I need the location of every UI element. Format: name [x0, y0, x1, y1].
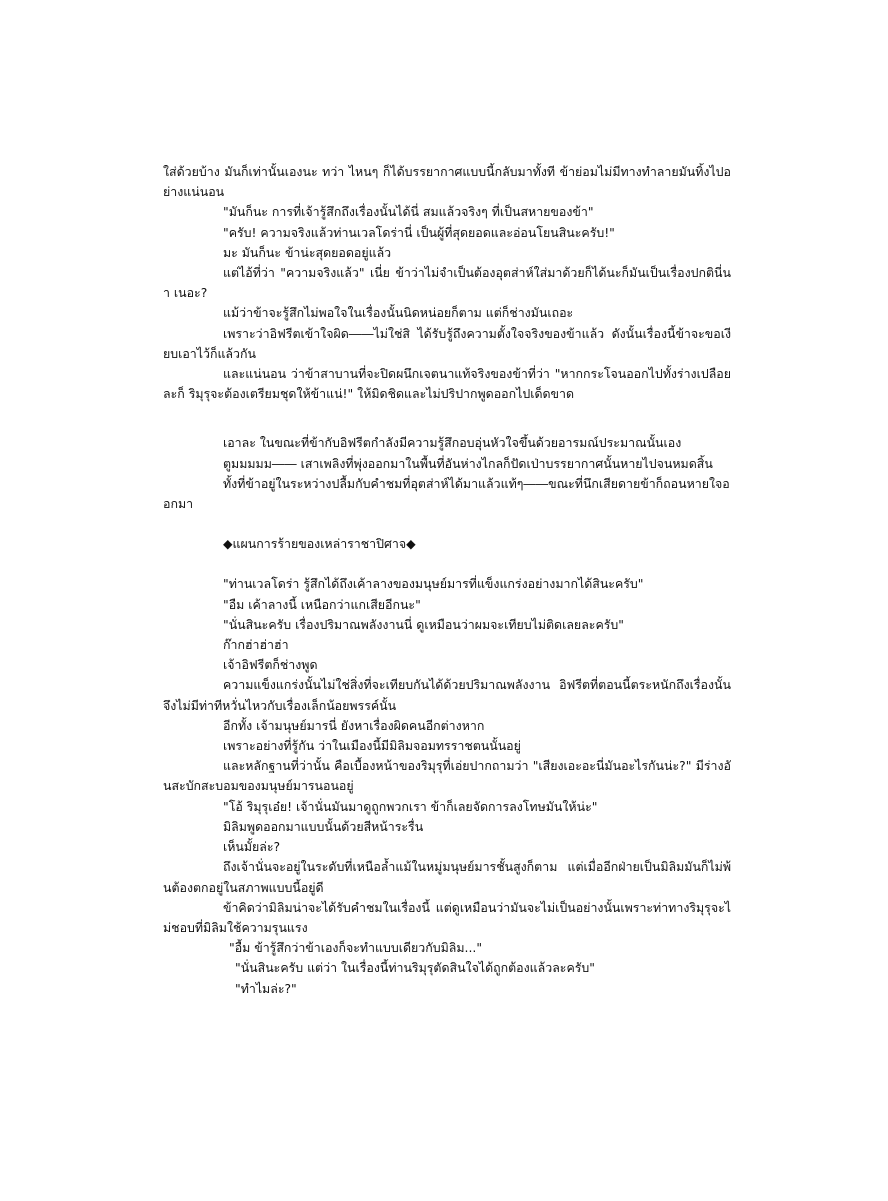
section-heading: ◆แผนการร้ายของเหล่าราชาปิศาจ◆ [223, 536, 416, 552]
paragraph: "มันก็นะ การที่เจ้ารู้สึกถึงเรื่องนั้นได้นี่ สมแล้วจริงๆ ที่เป็นสหายของข้า" [223, 204, 594, 220]
paragraph-spacer [163, 554, 731, 574]
paragraph: "นั่นสินะครับ แต่ว่า ในเรื่องนี้ท่านริมุรุตัดสินใจได้ถูกต้องแล้วละครับ" [235, 960, 595, 976]
paragraph: และแน่นอน ว่าข้าสาบานที่จะปิดผนึกเจตนาแท้จริงของข้าที่ว่า "หากกระโจนออกไปทั้งร่างเปลือยละก็ ริมุรุจะต้องเตรียมชุดให้ข้าแน่!" ให้มิดชิดและไม่ปริปากพูดออกไปเด็ดขาด [163, 366, 731, 402]
paragraph: มิลิมพูดออกมาแบบนั้นด้วยสีหน้าระรื่น [223, 818, 424, 834]
paragraph: เพราะอย่างที่รู้กัน ว่าในเมืองนี้มีมิลิมจอมทรราชตนนั้นอยู่ [223, 738, 521, 754]
paragraph: เอาละ ในขณะที่ข้ากับอิฟรีตกำลังมีความรู้สึกอบอุ่นหัวใจขึ้นด้วยอารมณ์ประมาณนั้นเอง [223, 435, 682, 451]
paragraph: ก๊ากฮ่าฮ่าฮ่า [223, 637, 289, 653]
paragraph: "นั่นสินะครับ เรื่องปริมาณพลังงานนี่ ดูเหมือนว่าผมจะเทียบไม่ติดเลยละครับ" [223, 616, 624, 632]
paragraph: อีกทั้ง เจ้ามนุษย์มารนี่ ยังหาเรื่องผิดคนอีกต่างหาก [223, 717, 485, 733]
paragraph: ตูมมมมม―― เสาเพลิงที่พุ่งออกมาในพื้นที่อันห่างไกลก็ปัดเป่าบรรยากาศนั้นหายไปจนหมดสิ้น [223, 455, 713, 471]
paragraph: และหลักฐานที่ว่านั้น คือเบื้องหน้าของริมุรุที่เอ่ยปากถามว่า "เสียงเอะอะนี่มันอะไรกันน่ะ?" มีร่างอันสะบักสะบอมของมนุษย์มารนอนอยู่ [163, 758, 731, 794]
paragraph: ถึงเจ้านั่นจะอยู่ในระดับที่เหนือล้ำแม้ในหมู่มนุษย์มารชั้นสูงก็ตาม แต่เมื่ออีกฝ่ายเป็นมิลิมมันก็ไม่พ้นต้องตกอยู่ในสภาพแบบนี้อยู่ดี [163, 859, 731, 895]
paragraph: มะ มันก็นะ ข้าน่ะสุดยอดอยู่แล้ว [223, 244, 392, 260]
paragraph: "ท่านเวลโดร่า รู้สึกได้ถึงเค้าลางของมนุษย์มารที่แข็งแกร่งอย่างมากได้สินะครับ" [223, 576, 644, 592]
paragraph-spacer [163, 514, 731, 534]
paragraph: ความแข็งแกร่งนั้นไม่ใช่สิ่งที่จะเทียบกันได้ด้วยปริมาณพลังงาน อิฟรีตที่ตอนนี้ตระหนักถึงเรื่องนั้นจึงไม่มีท่าทีหวั่นไหวกับเรื่องเล็กน้อยพรรค์นั้น [163, 677, 731, 713]
paragraph: แม้ว่าข้าจะรู้สึกไม่พอใจในเรื่องนั้นนิดหน่อยก็ตาม แต่ก็ช่างมันเถอะ [223, 305, 574, 321]
paragraph: แต่ไอ้ที่ว่า "ความจริงแล้ว" เนี่ย ข้าว่าไม่จำเป็นต้องอุตส่าห์ใส่มาด้วยก็ได้นะก็มันเป็นเรื่องปกตินี่นา เนอะ? [163, 265, 731, 301]
paragraph: เห็นมั้ยล่ะ? [223, 839, 281, 855]
paragraph: "โอ้ ริมุรุเอ๋ย! เจ้านั่นมันมาดูถูกพวกเรา ข้าก็เลยจัดการลงโทษมันให้น่ะ" [223, 798, 598, 814]
paragraph: ข้าคิดว่ามิลิมน่าจะได้รับคำชมในเรื่องนี้ แต่ดูเหมือนว่ามันจะไม่เป็นอย่างนั้นเพราะท่าทางริมุรุจะไม่ชอบที่มิลิมใช้ความรุนแรง [163, 899, 731, 935]
paragraph: ใส่ด้วยบ้าง มันก็เท่านั้นเองนะ ทว่า ไหนๆ ก็ได้บรรยากาศแบบนี้กลับมาทั้งที ข้าย่อมไม่มีทางทำลายมันทิ้งไปอย่างแน่นอน [163, 164, 731, 200]
paragraph: "อื้ม ข้ารู้สึกว่าข้าเองก็จะทำแบบเดียวกับมิลิม..." [229, 940, 483, 956]
paragraph: เพราะว่าอิฟรีตเข้าใจผิด――ไม่ใช่สิ ได้รับรู้ถึงความตั้งใจจริงของข้าแล้ว ดังนั้นเรื่องนี้ข้าจะขอเงียบเอาไว้ก็แล้วกัน [163, 325, 731, 361]
paragraph: "อืม เค้าลางนี้ เหนือกว่าแกเสียอีกนะ" [223, 596, 421, 612]
paragraph: "ทำไมล่ะ?" [235, 980, 297, 996]
paragraph-spacer [163, 404, 731, 433]
paragraph: ทั้งที่ข้าอยู่ในระหว่างปลื้มกับคำชมที่อุตส่าห์ได้มาแล้วแท้ๆ――ขณะที่นึกเสียดายข้าก็ถอนหายใจออกมา [163, 475, 730, 512]
paragraph: "ครับ! ความจริงแล้วท่านเวลโดร่านี่ เป็นผู้ที่สุดยอดและอ่อนโยนสินะครับ!" [223, 224, 615, 240]
text-body [163, 162, 731, 999]
paragraph: เจ้าอิฟรีตก็ช่างพูด [223, 657, 318, 673]
